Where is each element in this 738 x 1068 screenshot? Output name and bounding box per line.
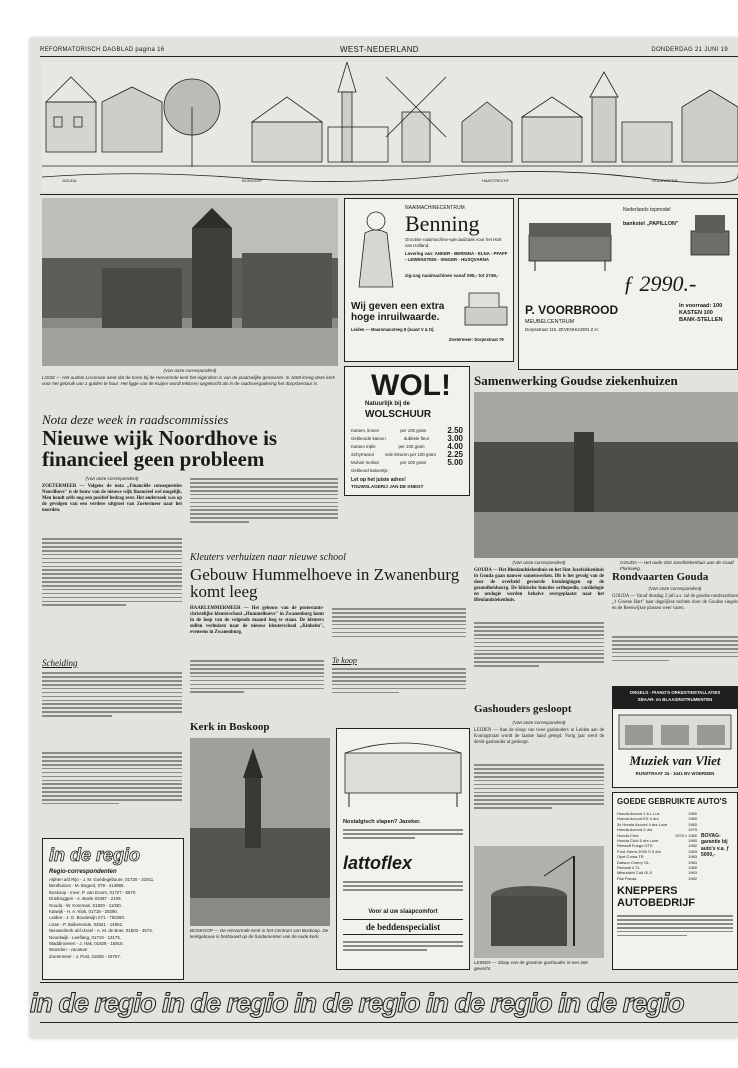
banner-rule-top — [40, 982, 738, 983]
hospital-photo-image — [474, 392, 738, 558]
wol-row-unit: per 100 gram — [400, 428, 427, 433]
sketch-label-oudewater: OUDEWATER — [652, 178, 678, 183]
noordhove-lead: ZOETERMEER — Volgens de nota „Financiële consequenties Noordhove" is de bouw van de nieuwe wijk financieel wel mogelijk. Men houdt zelfs nog een positief bedrag over. Het onderzoek was op de gevolgen van een verdere uitgroei van Zoetermeer naar het noorden. — [42, 484, 182, 514]
regio-entry: Waddinxveen - J. Hak, 01828 - 15915. — [49, 941, 124, 947]
kneppers-name: KNEPPERS AUTOBEDRIJF — [617, 885, 696, 909]
wol-shop2: TOUWSLAGERIJ JAN DE KNEGT — [351, 484, 424, 489]
car-year: 1979 v 1980 — [674, 832, 697, 838]
regio-entry: Zoetermeer - J. Post, 01828 - 19767. — [49, 953, 121, 959]
hummelhoeve-kicker: Kleuters verhuizen naar nieuwe school — [190, 552, 346, 563]
orgels-mid: SBAAR- en BLAASINSTRUMENTEN — [637, 697, 713, 702]
benning-slogan: Wij geven een extra hoge inruilwaarde. — [351, 301, 445, 323]
benning-small: NAAIMACHINECENTRUM — [405, 205, 465, 211]
wol-row-unit: per 100 gram — [398, 444, 425, 449]
sketch-rule — [40, 194, 738, 195]
benning-offer: zig-zag naaimachines vanaf 295,- tot 2749,- — [405, 273, 499, 278]
wol-row-label: Katoen, linnen — [351, 428, 380, 433]
lattoflex-brand: lattoflex — [343, 853, 413, 873]
sketch-label-boskoop: BOSKOOP — [242, 178, 263, 183]
car-year: 1982 — [688, 875, 697, 881]
rondvaarten-credit: (Van onze correspondent) — [648, 586, 702, 591]
wol-row-label: Gekleurd katoentje — [351, 468, 388, 473]
sketch-label-haastrecht: HAASTRECHT — [482, 178, 510, 183]
hummelhoeve-subhead: Te koop — [332, 656, 357, 665]
benning-tag: Grootste naaimachine-speciaalzaak voor het Hart van Holland. — [405, 237, 502, 248]
benning-address: Leiden — Maarsmansteeg 8 (naast V & D). — [351, 327, 435, 332]
kerk-headline: Kerk in Boskoop — [190, 721, 270, 733]
benning-brands: Levering van: ANKER - BERNINA - ELNA - PFAFF - LEWENSTEIN - SINGER - HUSQVARNA — [405, 251, 508, 262]
wol-row-price: 3.00 — [447, 434, 463, 443]
noordhove-col1-text-2 — [42, 670, 182, 719]
car-year: 1980 — [688, 811, 697, 816]
regio-logo-b: regio — [96, 845, 141, 865]
car-model: Datsun Cherry GL — [617, 859, 650, 865]
wol-row-price: 2.25 — [447, 450, 463, 459]
orgels-header — [613, 687, 737, 709]
wol-shop: WOLSCHUUR — [365, 409, 432, 420]
wol-row-unit: per 100 gram — [400, 460, 427, 465]
car-model: Honda Civic 5 drs Luxe — [617, 838, 659, 844]
lisse-credit: (Van onze correspondent) — [163, 368, 217, 373]
wol-sub: Natuurlijk bij de — [365, 401, 411, 407]
regio-subtitle: Regio-correspondenten — [49, 869, 117, 875]
masthead-left: REFORMATORISCH DAGBLAD pagina 16 — [40, 47, 165, 53]
regio-entry: Benthuizen - M. Bogerd, 079 - 413985. — [49, 883, 125, 889]
regio-logo — [49, 845, 140, 866]
hummelhoeve-headline: Gebouw Hummelhoeve in Zwanenburg komt leeg — [190, 565, 460, 601]
gashouders-lead: LEIDEN — Aan de sloop van twee gashouders in Leiden aan de Koningstraat wordt de laatste hand gelegd. Vorig jaar werd de derde gashouder al gesloopt. — [474, 728, 604, 746]
wol-row-label: Mohair mohair — [351, 460, 380, 465]
car-year: 1983 — [688, 859, 697, 865]
boskoop-photo-image — [190, 738, 330, 926]
newspaper-page — [30, 38, 738, 1038]
bed-illustration — [341, 733, 465, 813]
orgels-top: ORGELS - PIANO'S ORKESTINSTALLATIES — [629, 690, 721, 695]
rondvaarten-body — [612, 634, 738, 664]
car-model: Honda Accord EX 4 drs — [617, 816, 659, 822]
goudse-caption: GOUDA — Het oude Sint Josefziekenhuis aan de Graaf Florisweg. — [620, 560, 734, 571]
car-year: 1980 — [688, 865, 697, 871]
orgels-address: RIJNSTRAAT 34 - 3441 BV WOERDEN — [635, 771, 715, 776]
goudse-body — [474, 620, 604, 669]
kneppers-side: BOVAG-garantie bij auto's v.a. ƒ 5000,- — [701, 833, 730, 859]
car-model: Opel Corsa TR — [617, 854, 644, 860]
lattoflex-shop: de beddenspecialist — [343, 919, 463, 935]
car-year: 1980 — [688, 838, 697, 844]
lattoflex-text — [343, 827, 463, 841]
church-photo-image — [42, 198, 338, 366]
wol-row-unit: vele kleuren per 100 gram — [385, 452, 437, 457]
regio-entry: Noordwijk - Leeflang, 01719 - 13175. — [49, 934, 122, 940]
car-year: 1980 — [688, 816, 697, 822]
regio-logo-a: in de — [49, 845, 92, 865]
car-model: Honda Civic — [617, 832, 639, 838]
car-model: Renault Fuego GTS — [617, 843, 653, 849]
lisse-church-photo — [42, 198, 338, 366]
regio-list — [49, 877, 177, 960]
wol-row-label: Katoen triple — [351, 444, 376, 449]
sofa-illustration — [525, 205, 615, 275]
wol-row — [351, 443, 463, 451]
car-model: Fiat Panda — [617, 875, 637, 881]
shopfront-illustration — [617, 711, 733, 751]
masthead-right: DONDERDAG 21 JUNI 19 — [651, 47, 728, 53]
woman-sewing-illustration — [351, 207, 401, 297]
lattoflex-text-2 — [343, 879, 463, 893]
car-year: 1980 — [688, 821, 697, 827]
kneppers-address — [617, 913, 733, 939]
lisse-caption: LISSE — Het oudste Lissenaar weet dat de toren bij de Hervormde kerk het eigendom is van de plaatselijke gemeente. In 1669 kreeg deze kerk voor het gebruik van 1 gulden te huur. Het ligge van de Kuiper wordt tektoren opgekocht als in de raadsvergadering het dorpsbestuur is. — [42, 375, 335, 386]
lattoflex-ad — [336, 728, 470, 970]
kneppers-title: GOEDE GEBRUIKTE AUTO'S — [617, 797, 727, 806]
noordhove-col1-text — [42, 536, 182, 608]
hummelhoeve-lead: HAARLEMMERMEER — Het gebouw van de protestants-christelijke kleuterschool „Hummelhoeve" in Zwanenburg komt in de loop van de volgende maand leeg te staan. De kleuters zullen verhuizen naar de nieuwe kleuterschool „Kinheim", eveneens in Zwanenburg. — [190, 606, 324, 636]
regio-entry: Nieuwerkerk a/d IJssel - A. M. de Boer, 01803 - 4573. — [49, 928, 153, 934]
car-model: 3x Honda Accord 4 drs Luxe — [617, 821, 668, 827]
wolschuur-ad — [344, 366, 470, 496]
goudse-credit: (Van onze correspondent) — [512, 560, 566, 565]
car-year: 1982 — [688, 843, 697, 849]
regio-entry: Alphen a/d Rijn - J. M. Goedegebuure, 01720 - 31911. — [49, 877, 155, 882]
goudse-lead: GOUDA — Het Bleulandziekenhuis en het Sint Jozefziekenhuis in Gouda gaan nauwer samenwerken. Dit is het gevolg van de door de overheid gevoerde bezuinigingen op de gezondheidszorg. De klinische functies orthopedie, cardiologie en urologie worden behalve overgeplaatst naar het Bleulandziekenhuis. — [474, 568, 604, 604]
boskoop-church-photo — [190, 738, 330, 926]
car-year: 1983 — [688, 854, 697, 860]
gashouders-body — [474, 762, 604, 811]
ziekenhuis-photo — [474, 392, 738, 558]
kneppers-ad — [612, 792, 738, 970]
goudse-headline: Samenwerking Goudse ziekenhuizen — [474, 373, 678, 388]
car-model: Mitsubishi Colt GLX — [617, 870, 653, 876]
wol-footer: Let op het juiste adres! — [351, 477, 406, 483]
sewing-machine-icon — [463, 289, 509, 329]
rondvaarten-lead: GOUDA — Vanaf dinsdag 3 juli a.s. zal de goudse rondvaartboot „'t Groene Hart" haar dagelijkse tochten door de Goudse singels en de Reeuwijkse plassen weer varen. — [612, 594, 738, 612]
lattoflex-slogan: Voor al uw slaapcomfort — [368, 909, 438, 915]
benning-name: Benning — [405, 211, 480, 236]
car-model: Renault 4 TL — [617, 865, 640, 871]
wol-row-price: 2.50 — [447, 426, 463, 435]
haarlemmermeer-notice — [42, 750, 182, 807]
regio-entry: Leiden - J. G. Boudewijn 071 - 750260. — [49, 915, 126, 921]
noordhove-kicker: Nota deze week in raadscommissies — [42, 412, 229, 427]
regio-entry: Boskoop - mevr. P. van Doorn, 01727 - 5570. — [49, 889, 137, 895]
regio-entry: Driebruggen - A. Boele 03487 - 2109. — [49, 896, 122, 902]
masthead-center: WEST-NEDERLAND — [340, 45, 419, 54]
voorbrood-name: P. VOORBROOD — [525, 303, 619, 317]
regio-entry: Katwijk - H. A. Klok, 01718 - 29290. — [49, 909, 119, 915]
town-sketch-illustration — [42, 62, 738, 192]
gasholder-photo-image — [474, 846, 604, 958]
voorbrood-address: Dorpsstraat 119, ZEVENHUIZEN Z.H. — [525, 327, 599, 332]
muziek-van-vliet-ad — [612, 686, 738, 788]
voorbrood-meubel: MEUBELCENTRUM — [525, 319, 575, 325]
hummelhoeve-col2b — [332, 666, 466, 696]
benning-ad — [344, 198, 514, 362]
armchair-illustration — [687, 209, 733, 269]
car-row — [617, 876, 697, 881]
kneppers-car-list — [617, 811, 697, 881]
gashouders-credit: (Van onze correspondent) — [512, 720, 566, 725]
benning-address-2: Zoetermeer: Dorpsstraat 79 — [449, 337, 504, 342]
regio-entry: Gouda - W. Koreman, 01820 - 11030. — [49, 902, 122, 908]
wol-row — [351, 451, 463, 459]
sketch-label-gouda: GOUDA — [62, 178, 77, 183]
car-year: 1983 — [688, 848, 697, 854]
wol-row — [351, 427, 463, 435]
regio-correspondenten-box — [42, 838, 184, 980]
wol-row — [351, 467, 463, 475]
masthead-rule — [40, 56, 738, 57]
regio-entry: Lisse - P. Bulkenende, 02521 - 14802. — [49, 921, 124, 927]
car-model: Honda Accord 1.6 L Lux — [617, 811, 660, 816]
wol-pricelist — [351, 427, 463, 475]
wol-row-label: Gekleurde katoen — [351, 436, 386, 441]
wol-row-price: 5.00 — [447, 458, 463, 467]
voorbrood-ad — [518, 198, 738, 370]
wol-row-price: 4.00 — [447, 442, 463, 451]
lattoflex-address — [343, 939, 463, 953]
masthead — [30, 44, 738, 56]
noordhove-subhead: Scheiding — [42, 658, 78, 668]
voorbrood-side: In voorraad: 100 KASTEN 100 BANK-STELLEN — [679, 303, 723, 323]
banner-rule-bottom — [40, 1022, 738, 1023]
orgels-name: Muziek van Vliet — [629, 753, 721, 768]
noordhove-col2-text — [190, 476, 338, 525]
noordhove-headline: Nieuwe wijk Noordhove is financieel geen probleem — [42, 426, 278, 471]
noordhove-credit: (Van onze correspondent) — [85, 476, 139, 481]
regio-entry: Woerden - vacature — [49, 947, 88, 953]
wol-row — [351, 459, 463, 467]
car-model: Honda Accord 2 drs — [617, 827, 653, 833]
hummelhoeve-col1 — [190, 658, 324, 695]
gashouders-headline: Gashouders gesloopt — [474, 703, 572, 715]
car-year: 1983 — [688, 870, 697, 876]
voorbrood-brand-b: bankstel „PAPILLON" — [623, 221, 679, 227]
hummelhoeve-col2 — [332, 606, 466, 639]
wol-title: WOL! — [371, 369, 451, 402]
wol-row-label: Schyrnwool — [351, 452, 374, 457]
kerk-caption: BOSKOOP — De Hervormde Kerk in het Centrum van Boskoop. De kerkgebouw is herbouwd op de fundamenten van de oude kerk. — [190, 928, 329, 939]
voorbrood-price: ƒ 2990.- — [623, 271, 697, 296]
car-year: 1979 — [688, 827, 697, 833]
gashouders-caption: LEIDEN — Sloop van de grootste gashouder in een late gevecht. — [474, 960, 588, 971]
voorbrood-brand-a: Nederlands topmodel — [623, 207, 671, 213]
gashouder-photo — [474, 846, 604, 958]
lattoflex-title: Nostalgisch slapen? Jazeker. — [343, 819, 421, 825]
car-model: Ford Sierra 2000 S 5 drs — [617, 848, 661, 854]
wol-row — [351, 435, 463, 443]
rondvaarten-headline: Rondvaarten Gouda — [612, 571, 709, 583]
in-de-regio-banner: in de regio in de regio in de regio in de regio in de regio — [30, 988, 684, 1018]
wol-row-unit: dubbele fleur — [403, 436, 430, 441]
